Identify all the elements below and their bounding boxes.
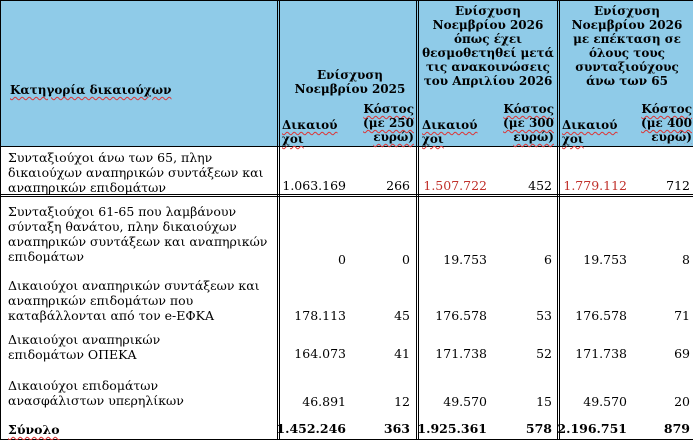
rule: [279, 0, 280, 440]
table-cell-beneficiaries-2026: 19.753: [443, 252, 487, 267]
cost-header-2025: Κόστος (με 250 ευρώ): [363, 102, 414, 144]
beneficiaries-header-extension: Δικαιού χοι: [562, 118, 618, 146]
table-cell-cost-2025: 0: [402, 252, 410, 267]
table-cell-cost-2026: 52: [536, 346, 552, 361]
table-cell-cost-2025: 41: [394, 346, 410, 361]
group-extension-title: Ενίσχυση Νοεμβρίου 2026 με επέκταση σε όλους τους συνταξιούχους άνω των 65: [571, 4, 683, 88]
rule: [418, 0, 419, 440]
category-header: Κατηγορία δικαιούχων: [10, 83, 172, 97]
table-cell-cost-2026: 452: [528, 178, 552, 193]
total-cost-2025: 363: [383, 421, 410, 436]
table-cell-cost-extension: 20: [674, 394, 690, 409]
rule: [0, 0, 1, 440]
total-cost-2026: 578: [525, 421, 552, 436]
total-cost-extension: 879: [663, 421, 690, 436]
table-cell-beneficiaries-extension: 176.578: [575, 308, 627, 323]
total-beneficiaries-2025: 1.452.246: [276, 421, 346, 436]
table-cell-beneficiaries-extension: 49.570: [583, 394, 627, 409]
table-cell-cost-2026: 15: [536, 394, 552, 409]
table-row-category: Συνταξιούχοι 61-65 που λαμβάνουν σύνταξη θανάτου, πλην δικαιούχων αναπηρικών συντάξεων και αναπηρικών επιδομάτων: [8, 204, 268, 264]
table-row-category: Δικαιούχοι επιδομάτων ανασφάλιστων υπερηλίκων: [8, 378, 184, 408]
table-cell-cost-extension: 69: [674, 346, 690, 361]
table-cell-cost-2026: 6: [544, 252, 552, 267]
table-cell-beneficiaries-2025: 0: [338, 252, 346, 267]
table-cell-beneficiaries-extension: 19.753: [583, 252, 627, 267]
table-cell-beneficiaries-extension: 171.738: [575, 346, 627, 361]
table-cell-beneficiaries-2026: 176.578: [435, 308, 487, 323]
table-cell-cost-2026: 53: [536, 308, 552, 323]
rule: [0, 0, 693, 1]
table-cell-cost-2025: 45: [394, 308, 410, 323]
rule: [416, 0, 417, 440]
beneficiaries-header-2025: Δικαιού χοι: [282, 118, 338, 146]
table-row-category: Δικαιούχοι αναπηρικών συντάξεων και αναπηρικών επιδομάτων που καταβάλλονται από τον e-ΕΦΚΑ: [8, 278, 260, 323]
table-cell-beneficiaries-2026: 1.507.722: [423, 178, 487, 193]
table-cell-beneficiaries-2025: 164.073: [294, 346, 346, 361]
table-cell-beneficiaries-2025: 1.063.169: [282, 178, 346, 193]
table-cell-beneficiaries-extension: 1.779.112: [563, 178, 627, 193]
cost-header-extension: Κόστος (με 400 ευρώ): [641, 102, 692, 144]
total-beneficiaries-extension: 2.196.751: [557, 421, 627, 436]
cost-header-2026: Κόστος (με 300 ευρώ): [503, 102, 554, 144]
rule: [557, 0, 558, 440]
table-cell-cost-extension: 712: [666, 178, 690, 193]
table-cell-beneficiaries-2026: 171.738: [435, 346, 487, 361]
rule: [559, 0, 560, 440]
table-cell-cost-extension: 8: [682, 252, 690, 267]
table-row-category: Δικαιούχοι αναπηρικών επιδομάτων ΟΠΕΚΑ: [8, 332, 161, 362]
total-beneficiaries-2026: 1.925.361: [417, 421, 487, 436]
table-cell-cost-2025: 266: [386, 178, 410, 193]
table-cell-beneficiaries-2025: 46.891: [302, 394, 346, 409]
table-cell-cost-2025: 12: [394, 394, 410, 409]
table-row-category: Συνταξιούχοι άνω των 65, πλην δικαιούχων αναπηρικών συντάξεων και αναπηρικών επιδομάτων: [8, 150, 264, 195]
table-cell-cost-extension: 71: [674, 308, 690, 323]
rule: [277, 0, 278, 440]
total-label: Σύνολο: [8, 422, 60, 437]
table-cell-beneficiaries-2025: 178.113: [294, 308, 346, 323]
rule: [0, 146, 693, 147]
group-2025-title: Ενίσχυση Νοεμβρίου 2025: [294, 68, 406, 96]
rule: [0, 196, 693, 197]
beneficiaries-header-2026: Δικαιού χοι: [422, 118, 478, 146]
table-cell-beneficiaries-2026: 49.570: [443, 394, 487, 409]
group-2026-title: Ενίσχυση Νοεμβρίου 2026 όπως έχει θεσμοθετηθεί μετά τις ανακοινώσεις του Απριλίου 2026: [422, 4, 554, 88]
